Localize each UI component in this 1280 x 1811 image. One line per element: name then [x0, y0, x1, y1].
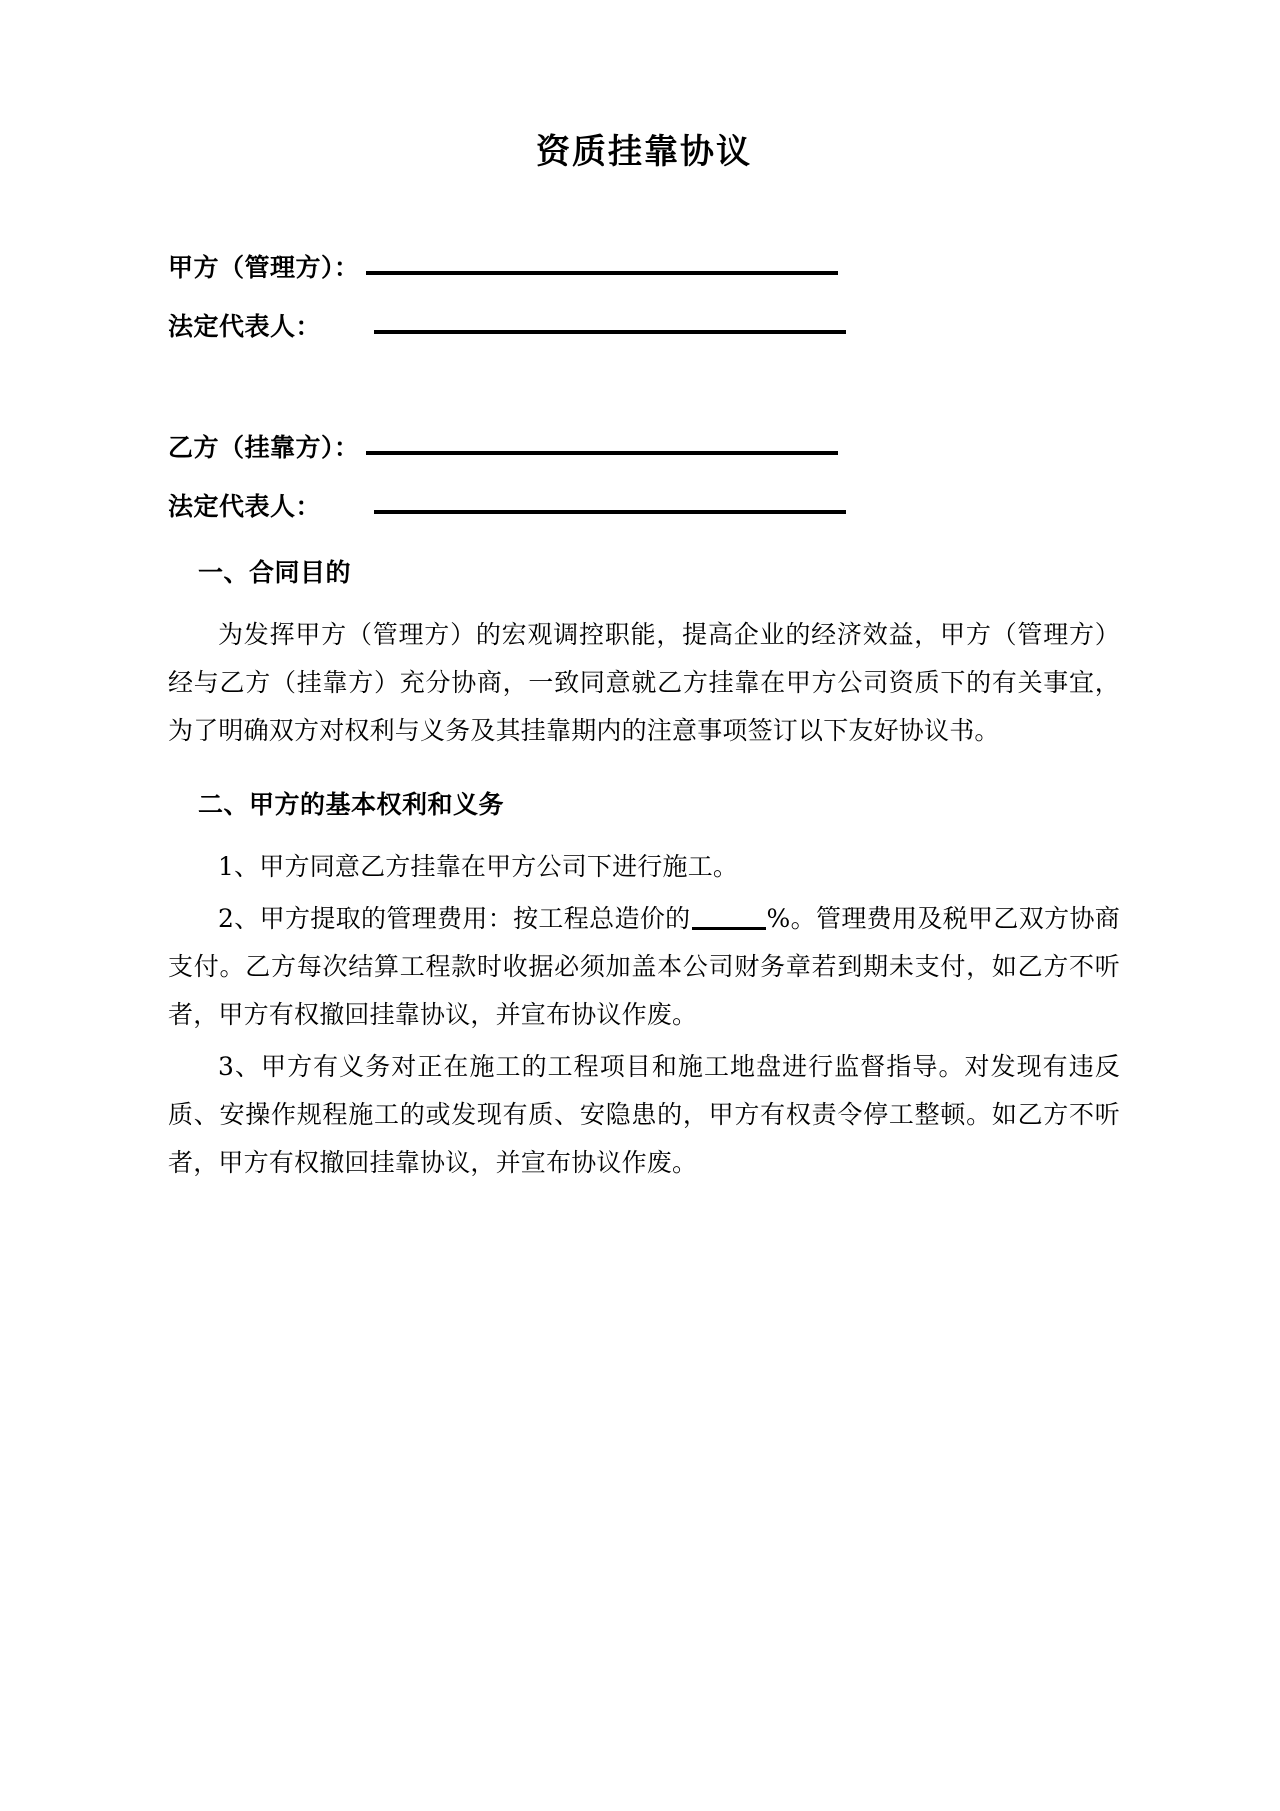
- party-row-second-party: [168, 432, 1120, 462]
- party-row-first-party: [168, 252, 1120, 282]
- first-party-representative-label: 法定代表人：: [168, 311, 322, 341]
- section-contract-purpose: [168, 553, 1120, 755]
- party-row-first-party-rep: [168, 311, 1120, 341]
- first-party-input-line[interactable]: [366, 271, 838, 275]
- first-party-label: 甲方（管理方）：: [168, 252, 360, 282]
- document-content: [168, 0, 1120, 1191]
- second-party-input-line[interactable]: [366, 451, 838, 455]
- party-row-second-party-rep: [168, 491, 1120, 521]
- list-item-clause-2: [168, 895, 1120, 1039]
- section-heading-contract-purpose: 一、合同目的: [198, 557, 352, 587]
- second-party-representative-label: 法定代表人：: [168, 491, 322, 521]
- page-title: 资质挂靠协议: [536, 132, 752, 172]
- list-item-clause-3: 3、甲方有义务对正在施工的工程项目和施工地盘进行监督指导。对发现有违反质、安操作规程施工的或发现有质、安隐患的，甲方有权责令停工整顿。如乙方不听者，甲方有权撤回挂靠协议，并宣布协议作废。: [168, 1051, 1120, 1177]
- clause-2-text-after-blank: %。管理费用及税甲乙双方协商支付。乙方每次结算工程款时收据必须加盖本公司财务章若到期未支付，如乙方不听者，甲方有权撤回挂靠协议，并宣布协议作废。: [168, 903, 1120, 1029]
- list-item-clause-1: 1、甲方同意乙方挂靠在甲方公司下进行施工。: [218, 851, 739, 881]
- party-information-block: [168, 252, 1120, 521]
- management-fee-percentage-blank[interactable]: [692, 927, 766, 930]
- clause-2-text-before-blank: 2、甲方提取的管理费用：按工程总造价的: [218, 903, 691, 933]
- section-heading-first-party-rights: 二、甲方的基本权利和义务: [198, 789, 505, 819]
- section-paragraph-contract-purpose: 为发挥甲方（管理方）的宏观调控职能，提高企业的经济效益，甲方（管理方）经与乙方（挂靠方）充分协商，一致同意就乙方挂靠在甲方公司资质下的有关事宜，为了明确双方对权利与义务及其挂靠期内的注意事项签订以下友好协议书。: [168, 619, 1120, 745]
- second-party-representative-input-line[interactable]: [374, 510, 846, 514]
- second-party-label: 乙方（挂靠方）：: [168, 432, 360, 462]
- first-party-representative-input-line[interactable]: [374, 330, 846, 334]
- section-first-party-rights: [168, 785, 1120, 1187]
